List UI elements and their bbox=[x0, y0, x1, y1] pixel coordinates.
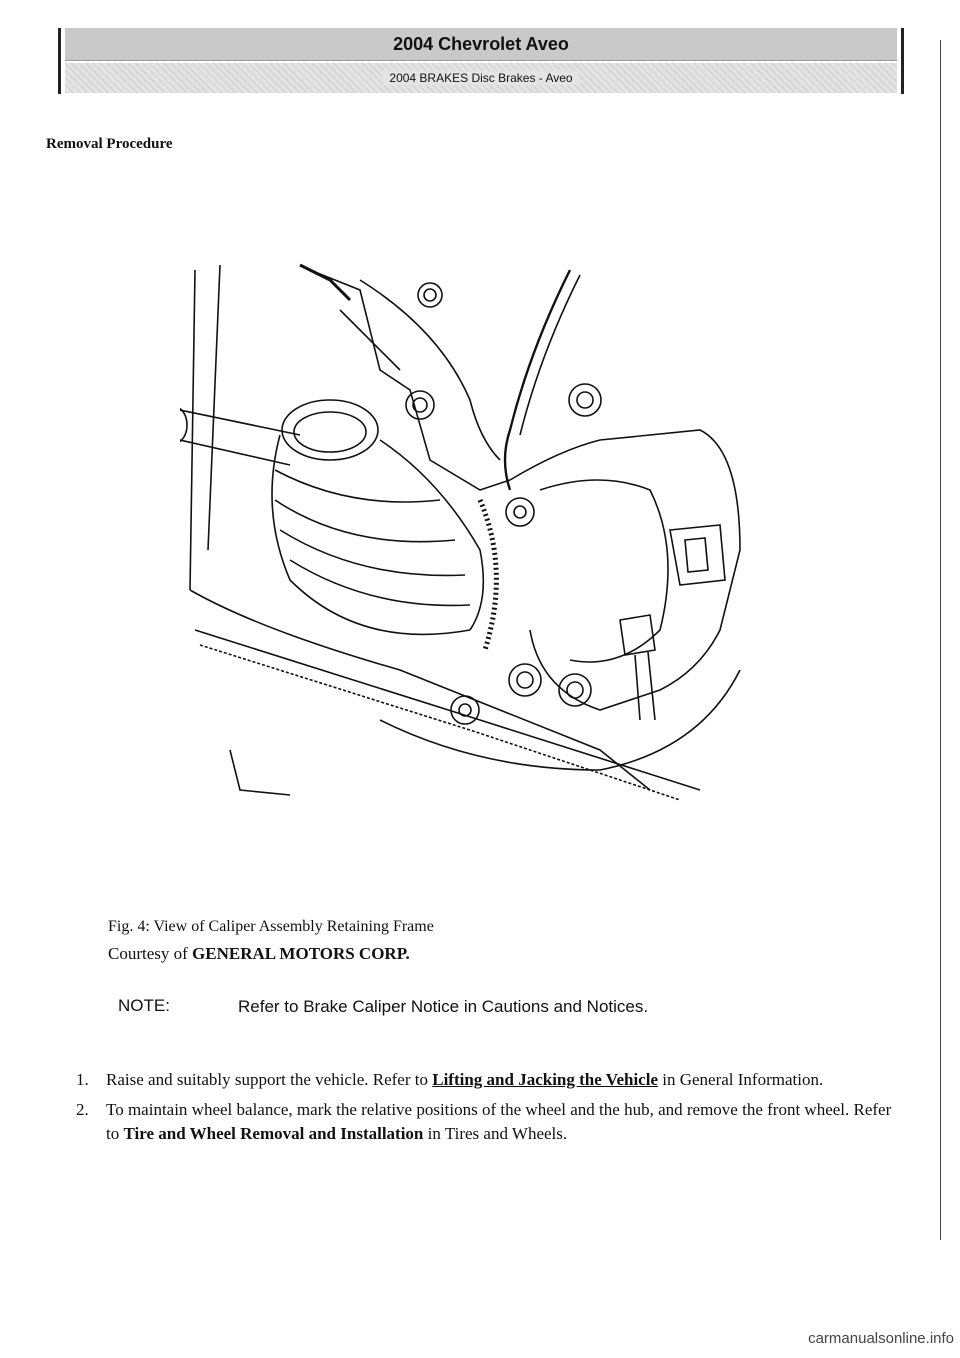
figure-credit bbox=[108, 944, 410, 964]
step-reference-tire-wheel: Tire and Wheel Removal and Installation bbox=[123, 1124, 424, 1143]
step-text-tail: in General Information. bbox=[658, 1070, 824, 1089]
step-number: 2. bbox=[76, 1100, 89, 1119]
step-link-lifting-jacking[interactable]: Lifting and Jacking the Vehicle bbox=[432, 1070, 658, 1089]
site-watermark: carmanualsonline.info bbox=[808, 1330, 954, 1347]
note-label: NOTE: bbox=[118, 996, 170, 1015]
section-title: Removal Procedure bbox=[46, 136, 173, 152]
document-header bbox=[58, 28, 904, 94]
step-number: 1. bbox=[76, 1070, 89, 1089]
caliper-assembly-illustration bbox=[180, 250, 750, 810]
document-title: 2004 Chevrolet Aveo bbox=[65, 28, 897, 61]
procedure-step bbox=[76, 1068, 896, 1092]
step-text: To maintain wheel balance, mark the relative positions of the wheel and the hub, and remove the front wheel. Refer to bbox=[106, 1100, 892, 1143]
figure-credit-org: GENERAL MOTORS CORP. bbox=[192, 944, 410, 963]
procedure-steps bbox=[76, 1068, 896, 1152]
step-text: Raise and suitably support the vehicle. Refer to bbox=[106, 1070, 433, 1089]
document-subtitle bbox=[65, 63, 897, 93]
step-text-tail: in Tires and Wheels. bbox=[423, 1124, 568, 1143]
figure-caption: Fig. 4: View of Caliper Assembly Retaining Frame bbox=[108, 918, 434, 935]
procedure-step bbox=[76, 1098, 896, 1146]
figure-credit-prefix: Courtesy of bbox=[108, 944, 193, 963]
page-right-rule bbox=[940, 40, 941, 1240]
note-text: Refer to Brake Caliper Notice in Cautions and Notices. bbox=[238, 997, 649, 1016]
document-subtitle-text: 2004 BRAKES Disc Brakes - Aveo bbox=[383, 71, 578, 85]
